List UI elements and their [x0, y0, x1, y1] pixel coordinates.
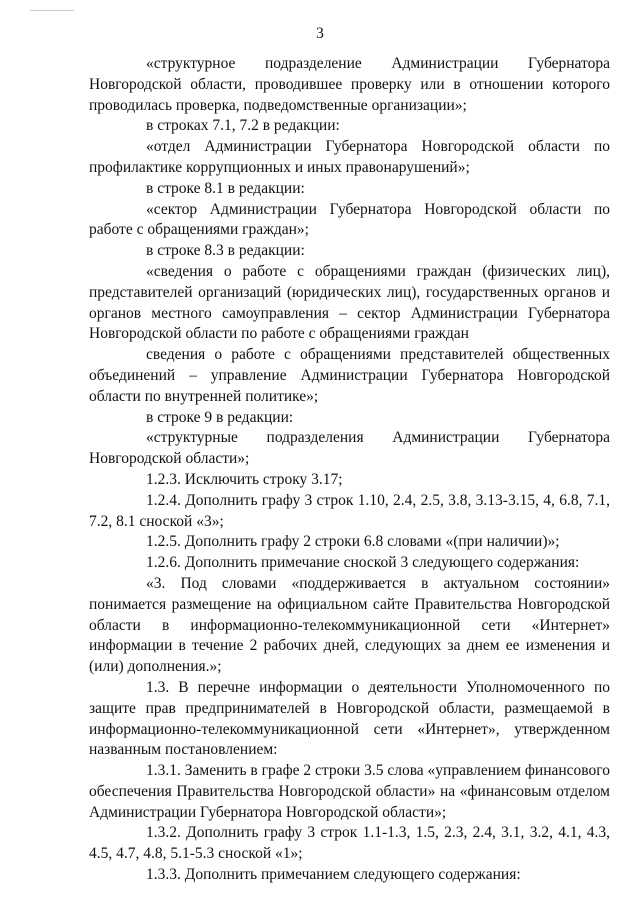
paragraph-1-2-5: 1.2.5. Дополнить графу 2 строки 6.8 словами «(при наличии)»; [146, 533, 560, 551]
paragraph-citizen-appeals-sector: «сектор Администрации Губернатора Новгородской области по работе с обращениями граждан»; [89, 200, 610, 239]
paragraph-1-3: 1.3. В перечне информации о деятельности Уполномоченного по защите прав предпринимателей в Новгородской области, размещаемой в информационно-телекоммуникационной сети «Интернет», утвержденном названным постановлением: [89, 678, 610, 759]
paragraph-structural-units: «структурные подразделения Администрации Губернатора Новгородской области»; [89, 429, 610, 468]
paragraph-row-8-1: в строке 8.1 в редакции: [146, 179, 305, 197]
paragraph-row-8-3: в строке 8.3 в редакции: [146, 242, 305, 260]
paragraph-footnote-3: «3. Под словами «поддерживается в актуальном состоянии» понимается размещение на официальном сайте Правительства Новгородской области в информационно-телекоммуникационной сети «Интернет» информации в течение 2 рабочих дней, следующих за днем ее изменения и (или) дополнения.»; [89, 574, 610, 676]
paragraph-1-3-3: 1.3.3. Дополнить примечанием следующего содержания: [146, 866, 521, 884]
paragraph-rows-7-1-7-2: в строках 7.1, 7.2 в редакции: [146, 117, 340, 135]
page-number: 3 [316, 25, 324, 42]
paragraph-corruption-department: «отдел Администрации Губернатора Новгородской области по профилактике коррупционных и иных правонарушений»; [89, 138, 610, 176]
paragraph-public-associations: сведения о работе с обращениями представителей общественных объединений – управление Администрации Губернатора Новгородской области по внутренней политике»; [89, 346, 610, 405]
paragraph-1-2-3: 1.2.3. Исключить строку 3.17; [146, 470, 343, 488]
paragraph-1-3-1: 1.3.1. Заменить в графе 2 строки 3.5 слова «управлением финансового обеспечения Правительства Новгородской области» на «финансовым отделом Администрации Губернатора Новгородской области»; [89, 762, 610, 821]
document-body [89, 54, 610, 886]
paragraph-structural-unit: «структурное подразделение Администрации Губернатора Новгородской области, проводившее проверку или в отношении которого проводилась проверка, подведомственные организации»; [89, 55, 610, 114]
scan-artifact-line [30, 10, 74, 11]
paragraph-appeals-info: «сведения о работе с обращениями граждан (физических лиц), представителей организаций (юридических лиц), государственных органов и органов местного самоуправления – сектор Администрации Губернатора Новгородской области по работе с обращениями граждан [89, 262, 610, 343]
paragraph-1-2-6: 1.2.6. Дополнить примечание сноской 3 следующего содержания: [146, 554, 580, 572]
paragraph-1-2-4: 1.2.4. Дополнить графу 3 строк 1.10, 2.4, 2.5, 3.8, 3.13-3.15, 4, 6.8, 7.1, 7.2, 8.1 сноской «3»; [89, 491, 610, 530]
paragraph-row-9: в строке 9 в редакции: [146, 408, 294, 426]
paragraph-1-3-2: 1.3.2. Дополнить графу 3 строк 1.1-1.3, 1.5, 2.3, 2.4, 3.1, 3.2, 4.1, 4.3, 4.5, 4.7, 4.8, 5.1-5.3 сноской «1»; [89, 824, 610, 863]
